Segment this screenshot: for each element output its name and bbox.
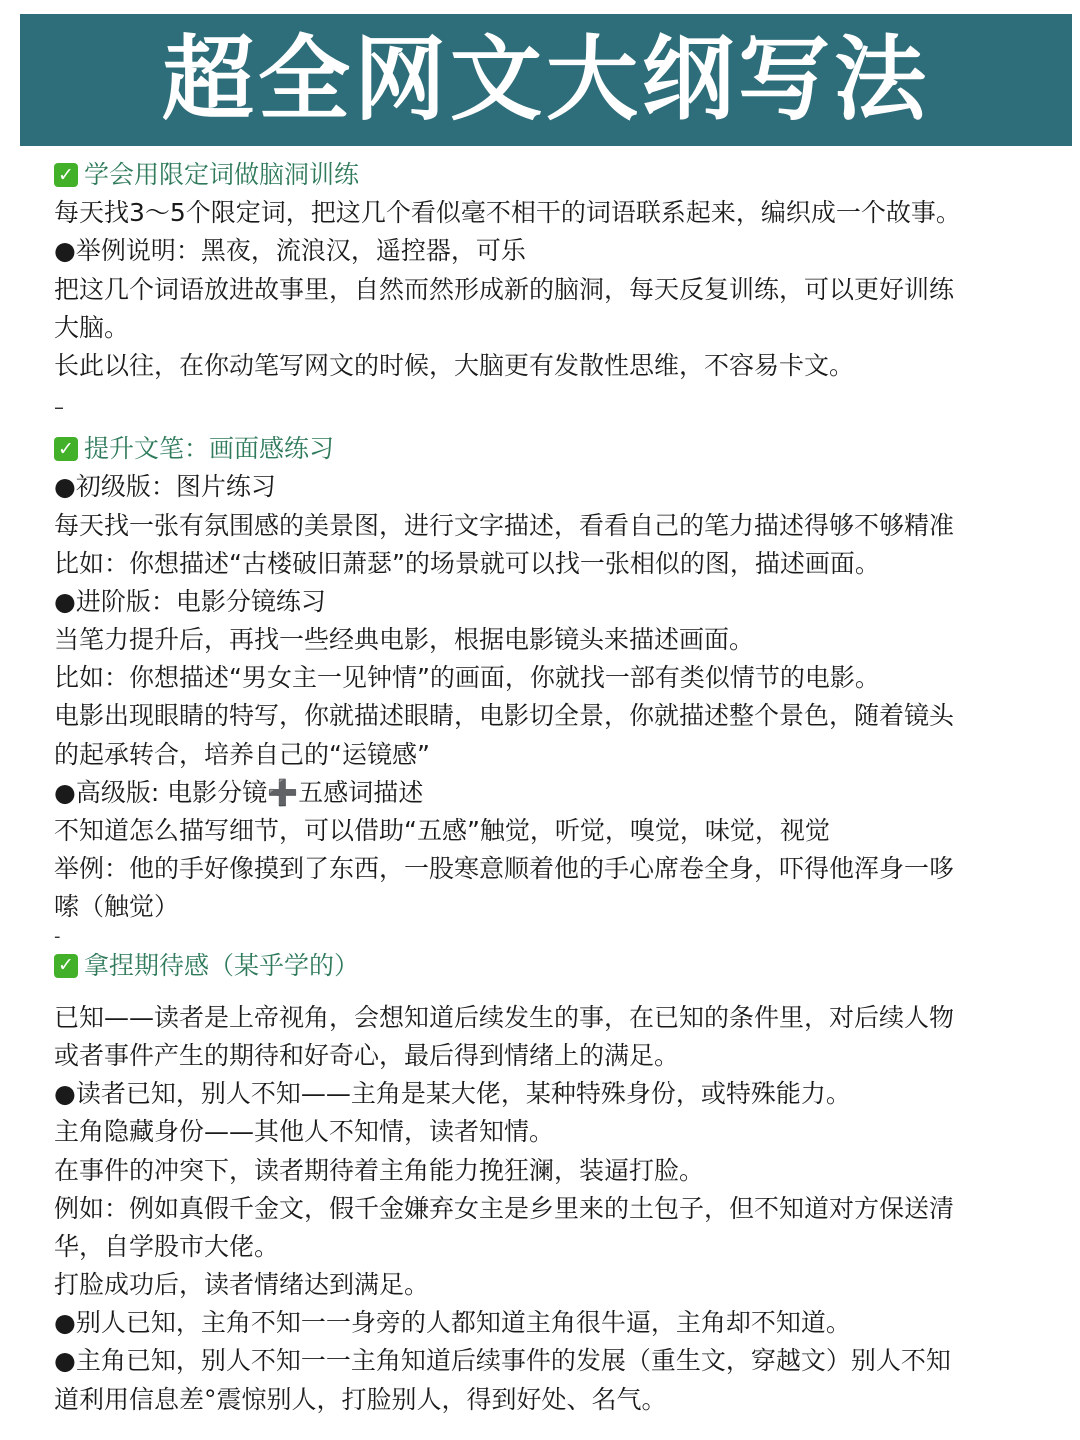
title-banner [20, 14, 1072, 146]
paragraph-line: 道利用信息差°震惊别人，打脸别人，得到好处、名气。 [54, 1384, 667, 1414]
paragraph-line: 嗦（触觉） [54, 892, 180, 922]
paragraph-line: 当笔力提升后，再找一些经典电影，根据电影镜头来描述画面。 [54, 625, 755, 655]
paragraph-line: 的起承转合，培养自己的“运镜感” [54, 739, 430, 769]
bullet-line: ●高级版: 电影分镜➕五感词描述 [54, 777, 424, 807]
paragraph-line: 长此以往，在你动笔写网文的时候，大脑更有发散性思维，不容易卡文。 [54, 350, 855, 380]
section-separator: – [54, 395, 64, 420]
section-imagery [54, 430, 1054, 926]
heading-text: 学会用限定词做脑洞训练 [84, 160, 360, 189]
paragraph-line: 不知道怎么描写细节，可以借助“五感”触觉，听觉，嗅觉，味觉，视觉 [54, 816, 830, 845]
bullet-line: ●主角已知，别人不知一一主角知道后续事件的发展（重生文，穿越文）别人不知 [54, 1346, 951, 1376]
paragraph-line: 每天找3～5个限定词，把这几个看似毫不相干的词语联系起来，编织成一个故事。 [54, 198, 961, 228]
check-mark-icon: ✓ [54, 163, 78, 187]
paragraph-line: 举例：他的手好像摸到了东西，一股寒意顺着他的手心席卷全身，吓得他浑身一哆 [54, 854, 955, 884]
check-mark-icon: ✓ [54, 437, 78, 461]
section-brainstorm [54, 156, 1054, 385]
bullet-line: ●初级版：图片练习 [54, 472, 276, 502]
section-heading [54, 430, 1054, 468]
paragraph-line: 例如：例如真假千金文，假千金嫌弃女主是乡里来的土包子，但不知道对方保送清 [54, 1193, 955, 1223]
section-heading [54, 156, 1054, 194]
bullet-line: ●举例说明：黑夜，流浪汉，遥控器，可乐 [54, 236, 526, 266]
paragraph-line: 或者事件产生的期待和好奇心，最后得到情绪上的满足。 [54, 1040, 680, 1070]
paragraph-line: 华，自学股市大佬。 [54, 1231, 280, 1261]
section-separator: - [54, 925, 61, 947]
section-anticipation [54, 947, 1054, 1419]
paragraph-line: 每天找一张有氛围感的美景图，进行文字描述，看看自己的笔力描述得够不够精准 [54, 510, 955, 540]
bullet-line: ●别人已知，主角不知一一身旁的人都知道主角很牛逼，主角却不知道。 [54, 1308, 851, 1338]
section-heading [54, 947, 1054, 985]
bullet-line: ●进阶版：电影分镜练习 [54, 586, 326, 616]
paragraph-line: 比如：你想描述“古楼破旧萧瑟”的场景就可以找一张相似的图，描述画面。 [54, 548, 880, 578]
heading-text: 提升文笔：画面感练习 [84, 434, 335, 464]
paragraph-line: 大脑。 [54, 312, 130, 342]
bullet-line: ●读者已知，别人不知——主角是某大佬，某种特殊身份，或特殊能力。 [54, 1079, 851, 1109]
check-mark-icon: ✓ [54, 954, 78, 978]
paragraph-line: 打脸成功后，读者情绪达到满足。 [54, 1270, 430, 1300]
page-title: 超全网文大纲写法 [161, 26, 930, 133]
heading-text: 拿捏期待感（某乎学的） [84, 950, 360, 980]
spacer [54, 985, 1054, 999]
paragraph-line: 比如：你想描述“男女主一见钟情”的画面，你就找一部有类似情节的电影。 [54, 663, 880, 693]
paragraph-line: 在事件的冲突下，读者期待着主角能力挽狂澜，装逼打脸。 [54, 1155, 705, 1185]
article-body [54, 156, 1054, 1419]
paragraph-line: 主角隐藏身份——其他人不知情，读者知情。 [54, 1117, 555, 1147]
paragraph-line: 把这几个词语放进故事里，自然而然形成新的脑洞，每天反复训练，可以更好训练 [54, 274, 955, 304]
paragraph-line: 电影出现眼睛的特写，你就描述眼睛，电影切全景，你就描述整个景色，随着镜头 [54, 701, 955, 731]
paragraph-line: 已知——读者是上帝视角，会想知道后续发生的事，在已知的条件里，对后续人物 [54, 1002, 955, 1032]
